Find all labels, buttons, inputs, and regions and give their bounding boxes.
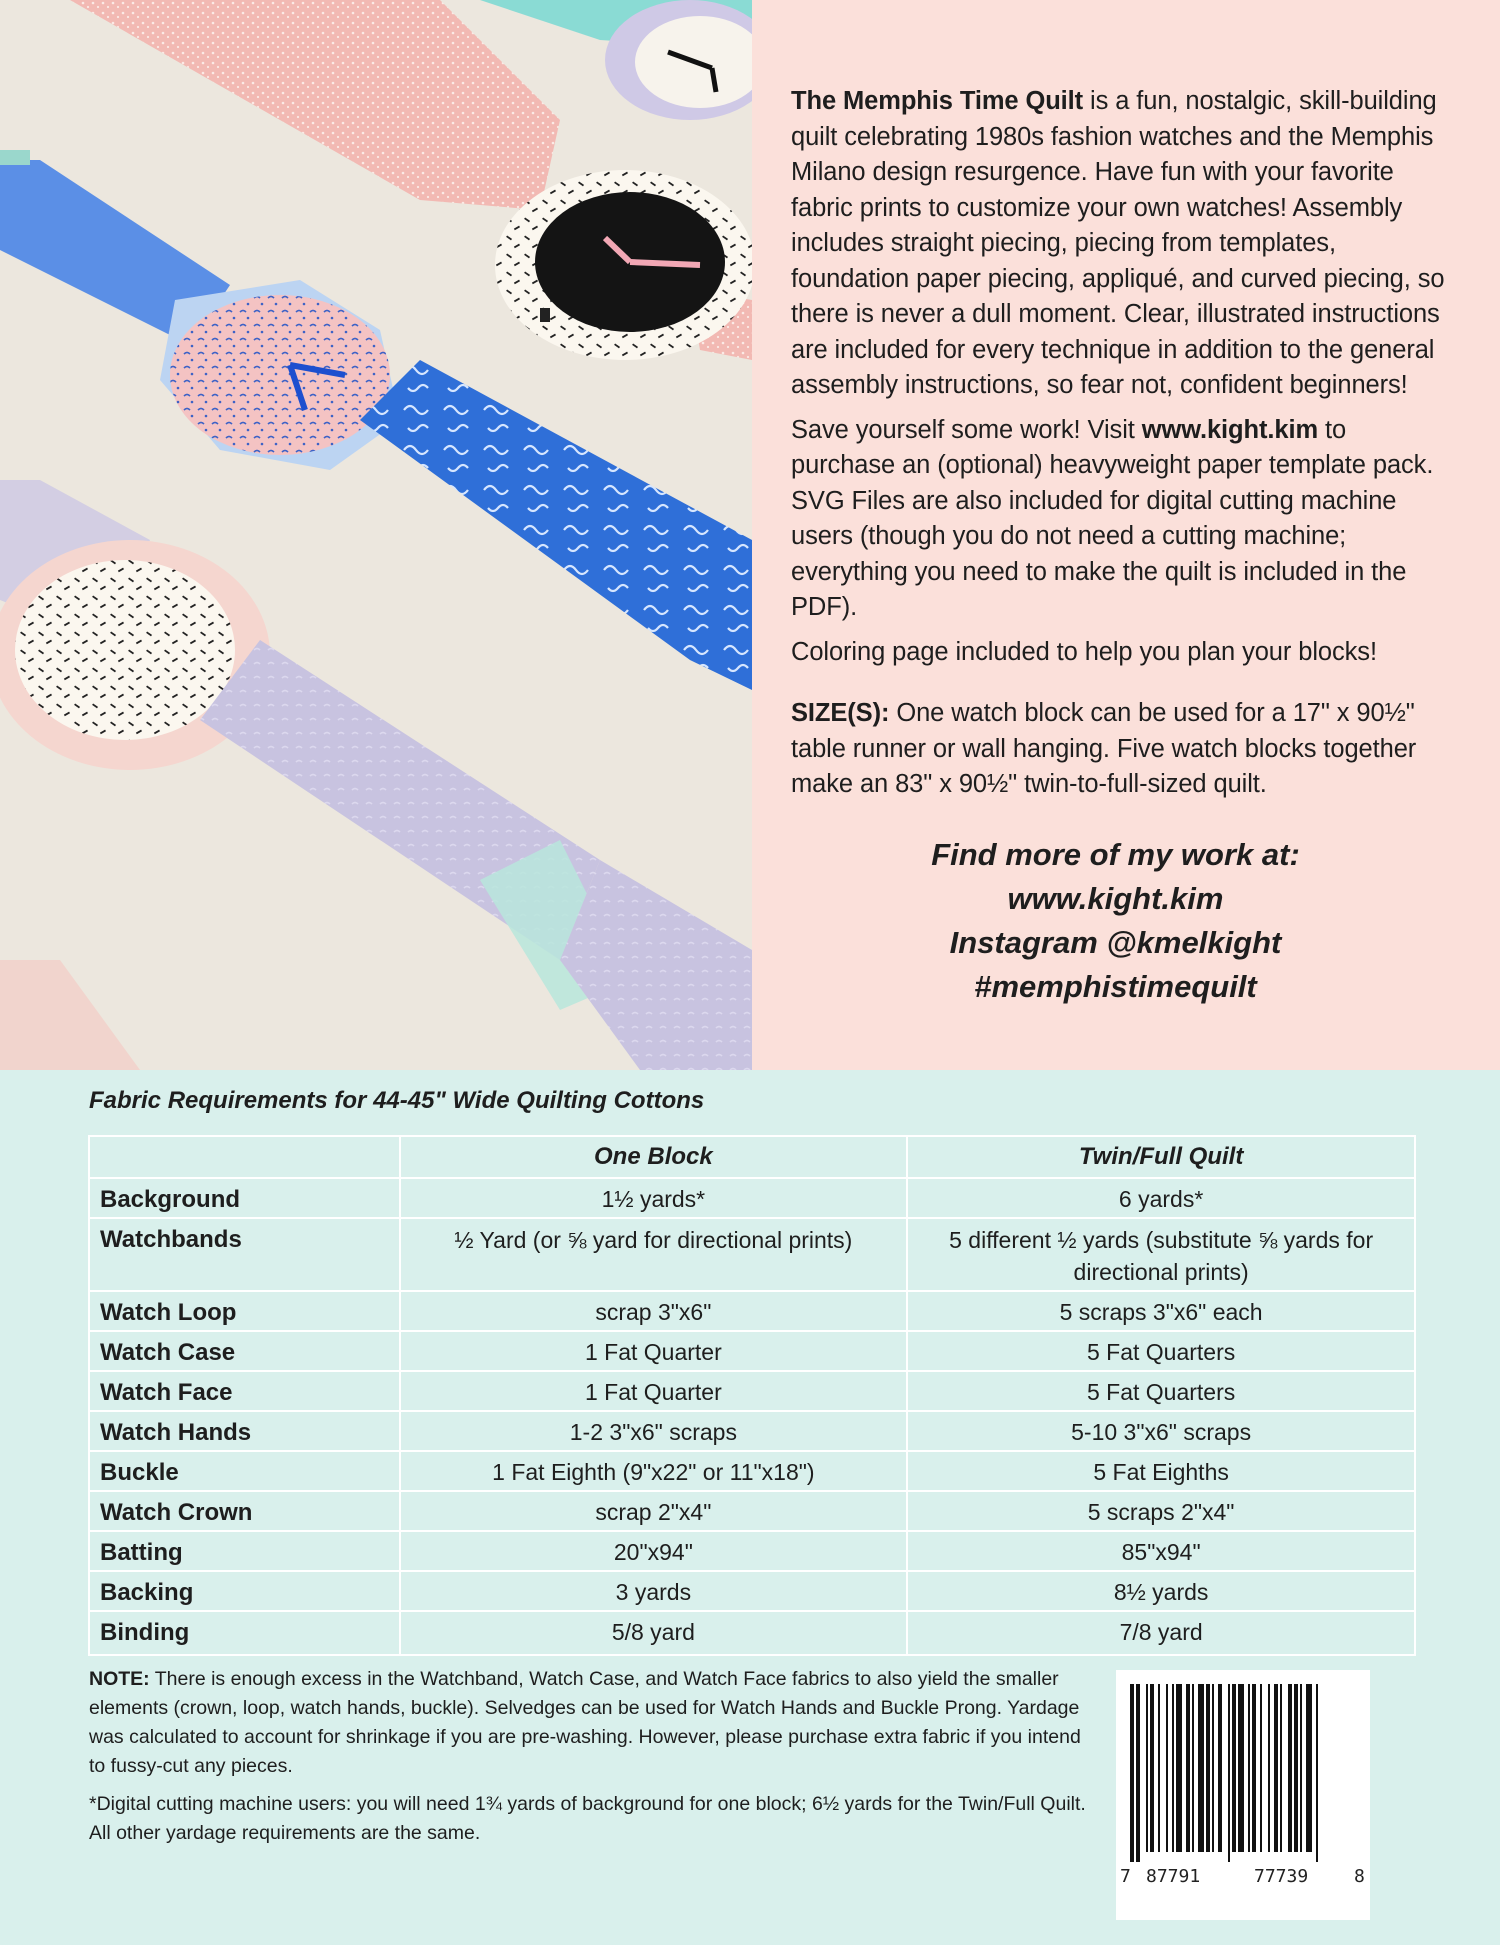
barcode-bar — [1260, 1684, 1262, 1852]
size-label: SIZE(S): — [791, 699, 890, 727]
note-paragraph — [89, 1665, 1089, 1781]
barcode-bar — [1288, 1684, 1292, 1852]
row-twin-full: 5 Fat Quarters — [907, 1371, 1415, 1411]
barcode-bar — [1212, 1684, 1214, 1852]
row-twin-full: 85"x94" — [907, 1531, 1415, 1571]
row-one-block: 1-2 3"x6" scraps — [400, 1411, 908, 1451]
description-panel — [752, 0, 1500, 1070]
row-twin-full: 5 Fat Quarters — [907, 1331, 1415, 1371]
barcode-bar — [1146, 1684, 1148, 1852]
barcode-bar — [1294, 1684, 1298, 1852]
table-row — [89, 1531, 1415, 1571]
find-more-instagram[interactable]: Instagram @kmelkight — [949, 924, 1282, 960]
barcode-bar — [1228, 1684, 1230, 1862]
barcode-bar — [1176, 1684, 1182, 1852]
row-twin-full: 6 yards* — [907, 1178, 1415, 1218]
barcode-digit-last: 8 — [1354, 1866, 1365, 1887]
row-one-block: scrap 3"x6" — [400, 1291, 908, 1331]
row-one-block: 5/8 yard — [400, 1611, 908, 1655]
table-row — [89, 1218, 1415, 1291]
intro-paragraph — [791, 84, 1450, 404]
intro-text: is a fun, nostalgic, skill-building quilt celebrating 1980s fashion watches and the Memphis Milano design resurgence. Have fun with your favorite fabric prints to customize your own watches! Assembly includes straight piecing, piecing from templates, foundation paper piecing, appliqué, and curved piecing, so there is never a dull moment. Clear, illustrated instructions are included for every technique in addition to the general assembly instructions, so fear not, confident beginners! — [791, 87, 1445, 399]
table-row — [89, 1411, 1415, 1451]
row-one-block: 1 Fat Quarter — [400, 1331, 908, 1371]
barcode-bar — [1306, 1684, 1312, 1852]
barcode-bar — [1300, 1684, 1302, 1852]
barcode-bar — [1316, 1684, 1318, 1862]
row-twin-full: 5 scraps 3"x6" each — [907, 1291, 1415, 1331]
table-row — [89, 1451, 1415, 1491]
barcode-bar — [1198, 1684, 1204, 1852]
barcode-bar — [1232, 1684, 1236, 1852]
find-more-block — [791, 833, 1450, 1009]
table-row — [89, 1178, 1415, 1218]
row-label: Binding — [89, 1611, 400, 1655]
header-empty — [89, 1136, 400, 1178]
header-one-block: One Block — [400, 1136, 908, 1178]
barcode-bar — [1166, 1684, 1168, 1852]
barcode-bar — [1252, 1684, 1256, 1852]
quilt-photo — [0, 0, 752, 1070]
row-label: Watch Crown — [89, 1491, 400, 1531]
barcode-bar — [1218, 1684, 1222, 1852]
barcode-bar — [1268, 1684, 1270, 1852]
table-row — [89, 1491, 1415, 1531]
barcode — [1116, 1670, 1370, 1920]
row-label: Batting — [89, 1531, 400, 1571]
barcode-bar — [1192, 1684, 1194, 1852]
save-text-2: to purchase an (optional) heavyweight paper template pack. SVG Files are also included for digital cutting machine users (though you do not need a cutting machine; everything you need to make the quilt is included in the PDF). — [791, 415, 1434, 621]
row-one-block: 1 Fat Quarter — [400, 1371, 908, 1411]
row-one-block: 20"x94" — [400, 1531, 908, 1571]
find-more-website[interactable]: www.kight.kim — [1007, 880, 1224, 916]
barcode-group-left: 87791 — [1146, 1866, 1201, 1887]
row-one-block: 1½ yards* — [400, 1178, 908, 1218]
row-twin-full: 8½ yards — [907, 1571, 1415, 1611]
row-label: Watch Case — [89, 1331, 400, 1371]
row-label: Watch Loop — [89, 1291, 400, 1331]
row-twin-full: 5 different ½ yards (substitute ⅝ yards for directional prints) — [907, 1218, 1415, 1291]
row-one-block: scrap 2"x4" — [400, 1491, 908, 1531]
table-row — [89, 1371, 1415, 1411]
table-row — [89, 1291, 1415, 1331]
table-row — [89, 1611, 1415, 1655]
table-header-row — [89, 1136, 1415, 1178]
barcode-bars — [1116, 1670, 1370, 1866]
digital-cutting-note: *Digital cutting machine users: you will need 1¾ yards of background for one block; 6½ yards for the Twin/Full Quilt. All other yardage requirements are the same. — [89, 1793, 1086, 1844]
barcode-group-right: 77739 — [1254, 1866, 1309, 1887]
find-more-heading: Find more of my work at: — [931, 836, 1300, 872]
note-label: NOTE: — [89, 1668, 150, 1690]
row-label: Watch Face — [89, 1371, 400, 1411]
barcode-bar — [1274, 1684, 1278, 1852]
size-text: One watch block can be used for a 17" x 90½" table runner or wall hanging. Five watch blocks together make an 83" x 90½" twin-to-full-sized quilt. — [791, 699, 1417, 798]
row-label: Watchbands — [89, 1218, 400, 1291]
save-paragraph — [791, 413, 1450, 626]
row-twin-full: 5-10 3"x6" scraps — [907, 1411, 1415, 1451]
header-twin-full: Twin/Full Quilt — [907, 1136, 1415, 1178]
row-twin-full: 5 scraps 2"x4" — [907, 1491, 1415, 1531]
row-one-block: 3 yards — [400, 1571, 908, 1611]
barcode-bar — [1172, 1684, 1174, 1852]
coloring-paragraph: Coloring page included to help you plan your blocks! — [791, 637, 1377, 666]
find-more-hashtag[interactable]: #memphistimequilt — [974, 968, 1257, 1004]
quilt-illustration — [0, 0, 752, 1070]
barcode-bar — [1206, 1684, 1210, 1852]
table-row — [89, 1331, 1415, 1371]
quilt-name: The Memphis Time Quilt — [791, 87, 1084, 115]
fabric-section — [0, 1070, 1500, 1945]
size-paragraph — [791, 696, 1450, 803]
note-text: There is enough excess in the Watchband, Watch Case, and Watch Face fabrics to also yield the smaller elements (crown, loop, watch hands, buckle). Selvedges can be used for Watch Hands and Buckle Prong. Yardage was calculated to account for shrinkage if you are pre-washing. However, please purchase extra fabric if you intend to fussy-cut any pieces. — [89, 1668, 1081, 1777]
row-one-block: ½ Yard (or ⅝ yard for directional prints) — [400, 1218, 908, 1291]
barcode-bar — [1186, 1684, 1190, 1852]
row-twin-full: 5 Fat Eighths — [907, 1451, 1415, 1491]
fabric-requirements-table — [88, 1135, 1416, 1656]
table-title: Fabric Requirements for 44-45" Wide Quilting Cottons — [89, 1087, 705, 1114]
barcode-bar — [1158, 1684, 1160, 1852]
barcode-digit-first: 7 — [1120, 1866, 1131, 1887]
barcode-bar — [1248, 1684, 1250, 1852]
barcode-bar — [1280, 1684, 1282, 1852]
save-text-1: Save yourself some work! Visit — [791, 415, 1142, 444]
barcode-bar — [1150, 1684, 1154, 1852]
barcode-bar — [1130, 1684, 1134, 1862]
row-label: Watch Hands — [89, 1411, 400, 1451]
row-label: Backing — [89, 1571, 400, 1611]
table-row — [89, 1571, 1415, 1611]
barcode-bar — [1136, 1684, 1140, 1862]
row-label: Buckle — [89, 1451, 400, 1491]
row-one-block: 1 Fat Eighth (9"x22" or 11"x18") — [400, 1451, 908, 1491]
row-twin-full: 7/8 yard — [907, 1611, 1415, 1655]
row-label: Background — [89, 1178, 400, 1218]
barcode-bar — [1238, 1684, 1244, 1852]
website-link[interactable]: www.kight.kim — [1141, 415, 1319, 444]
